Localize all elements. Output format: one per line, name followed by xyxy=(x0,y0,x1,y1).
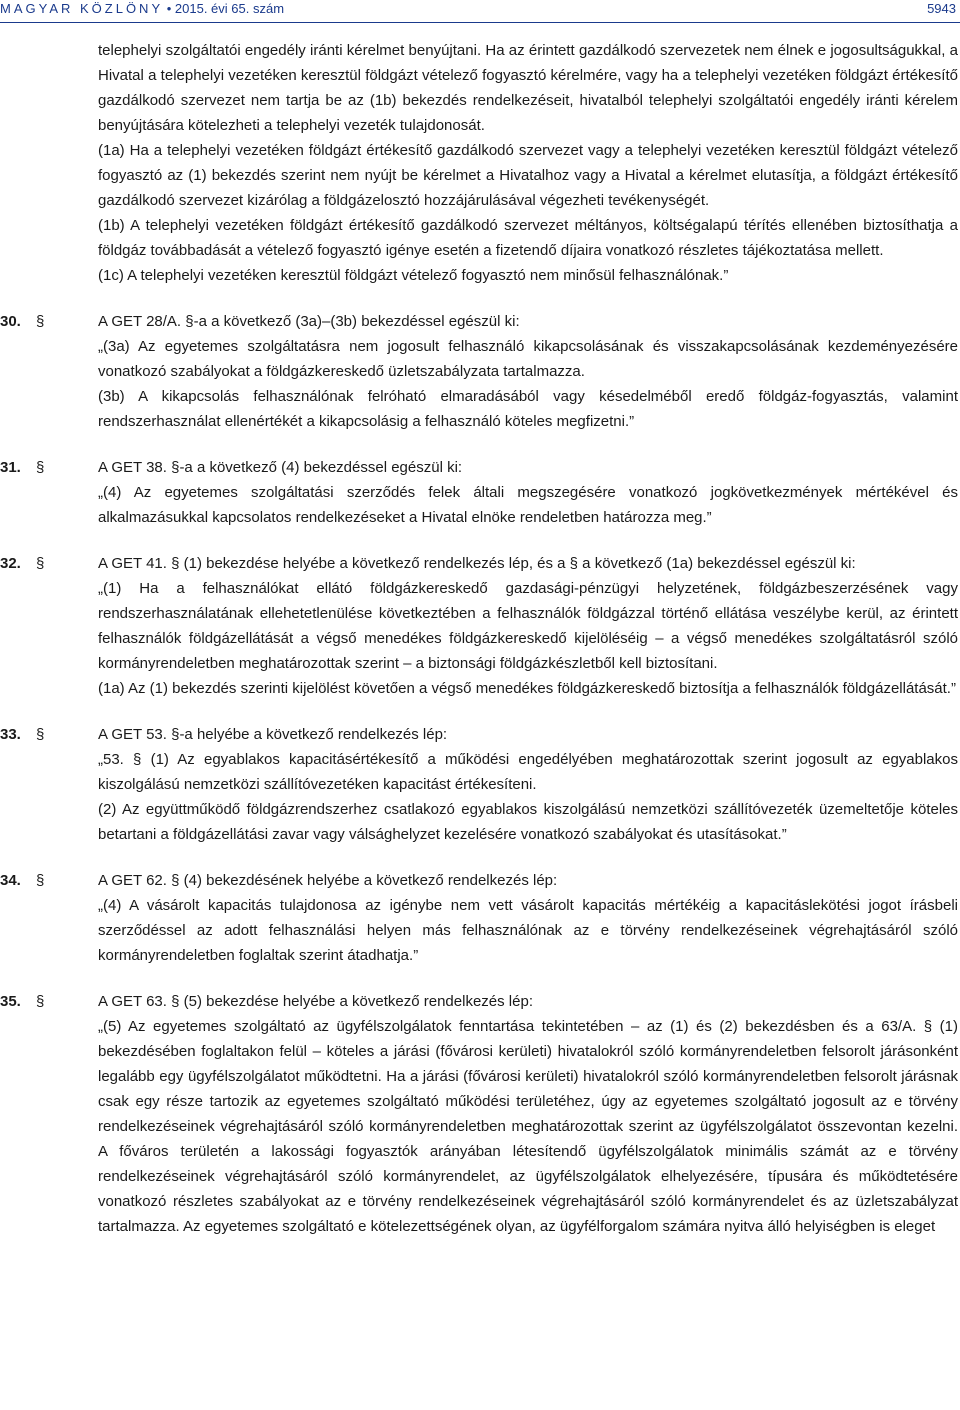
section-number: 34. xyxy=(0,872,21,889)
section-item-32 xyxy=(0,551,960,701)
section-paragraph: „(1) Ha a felhasználókat ellátó földgázkereskedő gazdasági-pénzügyi helyzetének, földgázbeszerzésének vagy rendszerhasználatának ellehetetlenülése következtében a felhasználók földgázzal történő ellátása veszélybe kerül, az érintett felhasználók földgázellátását a végső menedékes földgázkereskedő kijelöléséig – a végső menedékes szolgáltatásról szóló kormányrendeletben meghatározottak szerint – a biztonsági földgázkészletből kell biztosítani. xyxy=(98,580,958,672)
section-paragraph: „(4) A vásárolt kapacitás tulajdonosa az igénybe nem vett vásárolt kapacitás mértékéig a kapacitáslekötési jogot írásbeli szerződéssel az adott felhasználási helyen más felhasználónak az e törvény rendelkezéseinek végrehajtásáról szóló kormányrendeletben foglaltak szerint átadhatja.” xyxy=(98,897,958,964)
section-paragraph: (2) Az együttműködő földgázrendszerhez csatlakozó egyablakos kiszolgálású nemzetközi szállítóvezeték üzemeltetője köteles betartani a földgázellátási zavar vagy válsághelyzet kezelésére vonatkozó szabályokat és utasításokat.” xyxy=(98,801,958,843)
section-number: 35. xyxy=(0,993,21,1010)
section-lead: A GET 53. §-a helyébe a következő rendelkezés lép: xyxy=(98,726,448,743)
intro-paragraph: (1c) A telephelyi vezetéken keresztül földgázt vételező fogyasztó nem minősül felhasználónak.” xyxy=(98,267,729,284)
section-number: 30. xyxy=(0,313,21,330)
section-symbol: § xyxy=(36,726,45,743)
section-paragraph: „(4) Az egyetemes szolgáltatási szerződés felek általi megszegésére vonatkozó jogkövetkezmények mértékével és alkalmazásukkal kapcsolatos rendelkezéseket a Hivatal elnöke rendeletben határozza meg.” xyxy=(98,484,958,526)
section-item-34 xyxy=(0,868,960,968)
intro-paragraph: telephelyi szolgáltatói engedély iránti kérelmet benyújtani. Ha az érintett gazdálkodó szervezetek nem élnek e jogosultságukkal, a Hivatal a telephelyi vezetéken keresztül földgázt vételező fogyasztó kérelmére, vagy ha a telephelyi vezetéken földgázt értékesítő gazdálkodó szervezet nem tartja be az (1b) bekezdés rendelkezéseit, hivatalból telephelyi szolgáltatói engedély iránti kérelem benyújtására kötelezheti a telephelyi vezeték tulajdonosát. xyxy=(98,42,958,134)
section-item-31 xyxy=(0,455,960,530)
page-header xyxy=(0,0,960,24)
section-item-30 xyxy=(0,309,960,434)
section-paragraph: „(3a) Az egyetemes szolgáltatásra nem jogosult felhasználó kikapcsolásának és visszakapcsolásának kezdeményezésére vonatkozó szabályokat a földgázkereskedő üzletszabályzata tartalmazza. xyxy=(98,338,958,380)
section-item-35 xyxy=(0,989,960,1239)
page-number: 5943 xyxy=(927,1,956,16)
section-lead: A GET 38. §-a a következő (4) bekezdéssel egészül ki: xyxy=(98,459,463,476)
document-body xyxy=(0,38,960,1239)
section-paragraph: (1a) Az (1) bekezdés szerinti kijelölést követően a végső menedékes földgázkereskedő biztosítja a felhasználók földgázellátását.” xyxy=(98,680,956,697)
section-symbol: § xyxy=(36,555,45,572)
section-paragraph: (3b) A kikapcsolás felhasználónak felróható elmaradásából vagy késedelméből eredő földgáz-fogyasztás, valamint rendszerhasználat ellenértékét a kikapcsolásig a felhasználó köteles megfizetni.” xyxy=(98,388,958,430)
journal-name: MAGYAR KÖZLÖNY xyxy=(0,1,164,16)
intro-paragraph: (1b) A telephelyi vezetéken földgázt értékesítő gazdálkodó szervezet méltányos, költségalapú térítés ellenében biztosíthatja a földgáz továbbadását a vételező fogyasztó igénye esetén a fizetendő díjaira vonatkozó részletes tájékoztatása mellett. xyxy=(98,217,958,259)
section-lead: A GET 41. § (1) bekezdése helyébe a következő rendelkezés lép, és a § a következő (1a) bekezdéssel egészül ki: xyxy=(98,555,856,572)
journal-title: MAGYAR KÖZLÖNY • 2015. évi 65. szám xyxy=(0,1,285,16)
section-paragraph: „(5) Az egyetemes szolgáltató az ügyfélszolgálatok fenntartása tekintetében – az (1) és (2) bekezdésben és a 63/A. § (1) bekezdésében foglaltakon felül – köteles a járási (fővárosi kerületi) hivatalokról szóló kormányrendeletben felsorolt járásonként legalább egy ügyfélszolgálatot működtetni. Ha a járási (fővárosi kerületi) hivatalokról szóló kormányrendeletben felsorolt járásnak csak egy része tartozik az egyetemes szolgáltató működési területéhez, úgy az egyetemes szolgáltató jogosult az e törvény rendelkezéseinek végrehajtásáról szóló kormányrendeletben meghatározottak szerint az ügyfélszolgálatot összevontan kezelni. A főváros területén a lakossági fogyasztók arányában létesítendő ügyfélszolgálatok minimális számát az e törvény rendelkezéseinek végrehajtásáról szóló kormányrendelet, az ügyfélszolgálatok elhelyezésére, típusára és működtetésére vonatkozó részletes szabályokat az e törvény rendelkezéseinek végrehajtásáról szóló kormányrendelet és az üzletszabályzat tartalmazza. Az egyetemes szolgáltató e kötelezettségének olyan, az ügyfélforgalom számára nyitva álló helyiségben is eleget xyxy=(98,1018,958,1235)
section-lead: A GET 63. § (5) bekezdése helyébe a következő rendelkezés lép: xyxy=(98,993,533,1010)
section-symbol: § xyxy=(36,993,45,1010)
section-symbol: § xyxy=(36,459,45,476)
section-lead: A GET 28/A. §-a a következő (3a)–(3b) bekezdéssel egészül ki: xyxy=(98,313,520,330)
section-symbol: § xyxy=(36,313,45,330)
section-number: 32. xyxy=(0,555,21,572)
section-item-33 xyxy=(0,722,960,847)
header-rule xyxy=(0,22,960,23)
section-number: 31. xyxy=(0,459,21,476)
section-paragraph: „53. § (1) Az egyablakos kapacitásértékesítő a működési engedélyében meghatározottak szerint jogosult az egyablakos kiszolgálású nemzetközi szállítóvezetéken kapacitást értékesíteni. xyxy=(98,751,958,793)
intro-paragraph: (1a) Ha a telephelyi vezetéken földgázt értékesítő gazdálkodó szervezet vagy a telephelyi vezetéken keresztül földgázt vételező fogyasztó az (1) bekezdés szerint nem nyújt be kérelmet a Hivatalhoz vagy a Hivatal a kérelmet elutasítja, a földgázt értékesítő gazdálkodó szervezet kizárólag a földgázelosztó hozzájárulásával végezheti tevékenységét. xyxy=(98,142,958,209)
section-lead: A GET 62. § (4) bekezdésének helyébe a következő rendelkezés lép: xyxy=(98,872,558,889)
section-symbol: § xyxy=(36,872,45,889)
section-number: 33. xyxy=(0,726,21,743)
journal-issue: 2015. évi 65. szám xyxy=(174,1,285,16)
